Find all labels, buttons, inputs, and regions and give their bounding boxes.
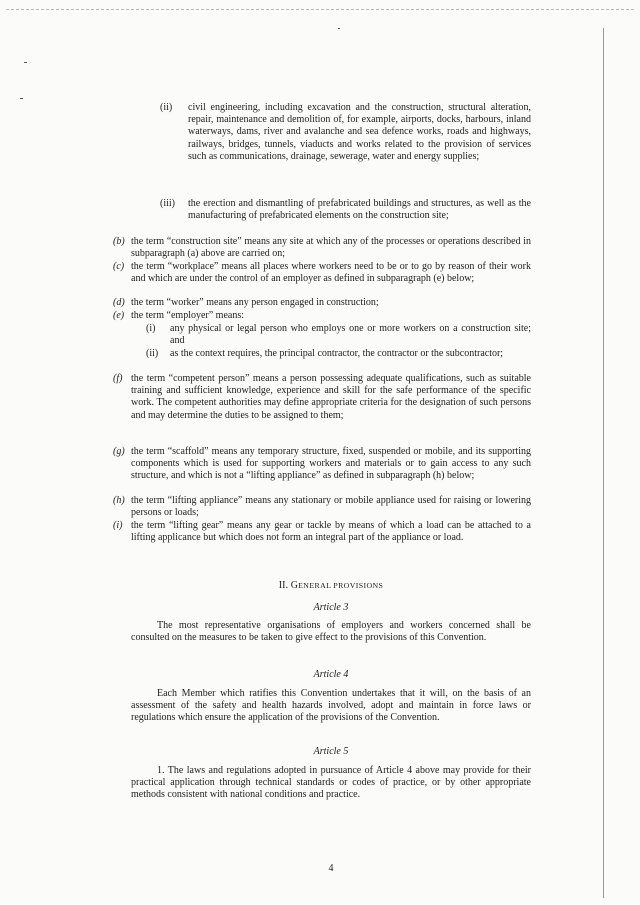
scan-top-edge	[6, 9, 634, 10]
definition-iii-prefabricated: (iii) the erection and dismantling of prefabricated buildings and structures, as well as the manufacturing of prefabricated elements on the construction site;	[160, 198, 531, 222]
section-heading: II. GENERAL PROVISIONS	[278, 580, 384, 591]
page-number: 4	[328, 863, 334, 874]
article-3-heading: Article 3	[313, 602, 349, 613]
definition-i-lifting-gear: (i) the term “lifting gear” means any gear or tackle by means of which a load can be attached to a lifting applicance but which does not form an integral part of the appliance or load.	[113, 520, 531, 544]
scan-speck	[24, 62, 27, 63]
definition-b-construction-site: (b) the term “construction site” means any site at which any of the processes or operations described in subparagraph (a) above are carried on;	[113, 236, 531, 260]
article-4-heading: Article 4	[313, 669, 349, 680]
definition-f-competent-person: (f) the term “competent person” means a person possessing adequate qualifications, such as suitable training and sufficient knowledge, experience and skill for the safe performance of the specific work. The competent authorities may define appropriate criteria for the designation of such persons and may determine the duties to be assigned to them;	[113, 373, 531, 421]
definition-c-workplace: (c) the term “workplace” means all places where workers need to be or to go by reason of their work and which are under the control of an employer as defined in subparagraph (e) below;	[113, 261, 531, 285]
article-4-paragraph: Each Member which ratifies this Convention undertakes that it will, on the basis of an assessment of the safety and health hazards involved, adopt and maintain in force laws or regulations which ensure the application of the provisions of the Convention.	[131, 688, 531, 724]
definition-g-scaffold: (g) the term “scaffold” means any temporary structure, fixed, suspended or mobile, and its supporting components which is used for supporting workers and materials or to gain access to any such structure, and which is not a “lifting appliance” as defined in subparagraph (h) below;	[113, 446, 531, 482]
scan-right-edge	[603, 28, 604, 898]
definition-ii-civil-engineering: (ii) civil engineering, including excavation and the construction, structural alteration, repair, maintenance and demolition of, for example, airports, docks, harbours, inland waterways, dams, river and avalanche and sea defence works, roads and highways, railways, bridges, tunnels, viaducts and works related to the provision of services such as communications, drainage, sewerage, water and energy supplies;	[160, 102, 531, 162]
article-5-paragraph: 1. The laws and regulations adopted in pursuance of Article 4 above may provide for their practical application through technical standards or codes of practice, or by other appropriate methods consistent with national conditions and practice.	[131, 765, 531, 801]
definition-e-ii-contractor: (ii) as the context requires, the principal contractor, the contractor or the subcontractor;	[146, 348, 504, 359]
scan-speck	[20, 98, 23, 99]
scan-speck	[338, 28, 340, 29]
definition-h-lifting-appliance: (h) the term “lifting appliance” means any stationary or mobile appliance used for raising or lowering persons or loads;	[113, 495, 531, 519]
article-3-paragraph: The most representative organisations of employers and workers concerned shall be consulted on the measures to be taken to give effect to the provisions of this Convention.	[131, 620, 531, 644]
definition-e-employer: (e) the term “employer” means:	[113, 310, 245, 321]
definition-d-worker: (d) the term “worker” means any person engaged in construction;	[113, 297, 379, 308]
article-5-heading: Article 5	[313, 746, 349, 757]
definition-e-i-person: (i) any physical or legal person who employs one or more workers on a construction site; and	[146, 323, 531, 347]
